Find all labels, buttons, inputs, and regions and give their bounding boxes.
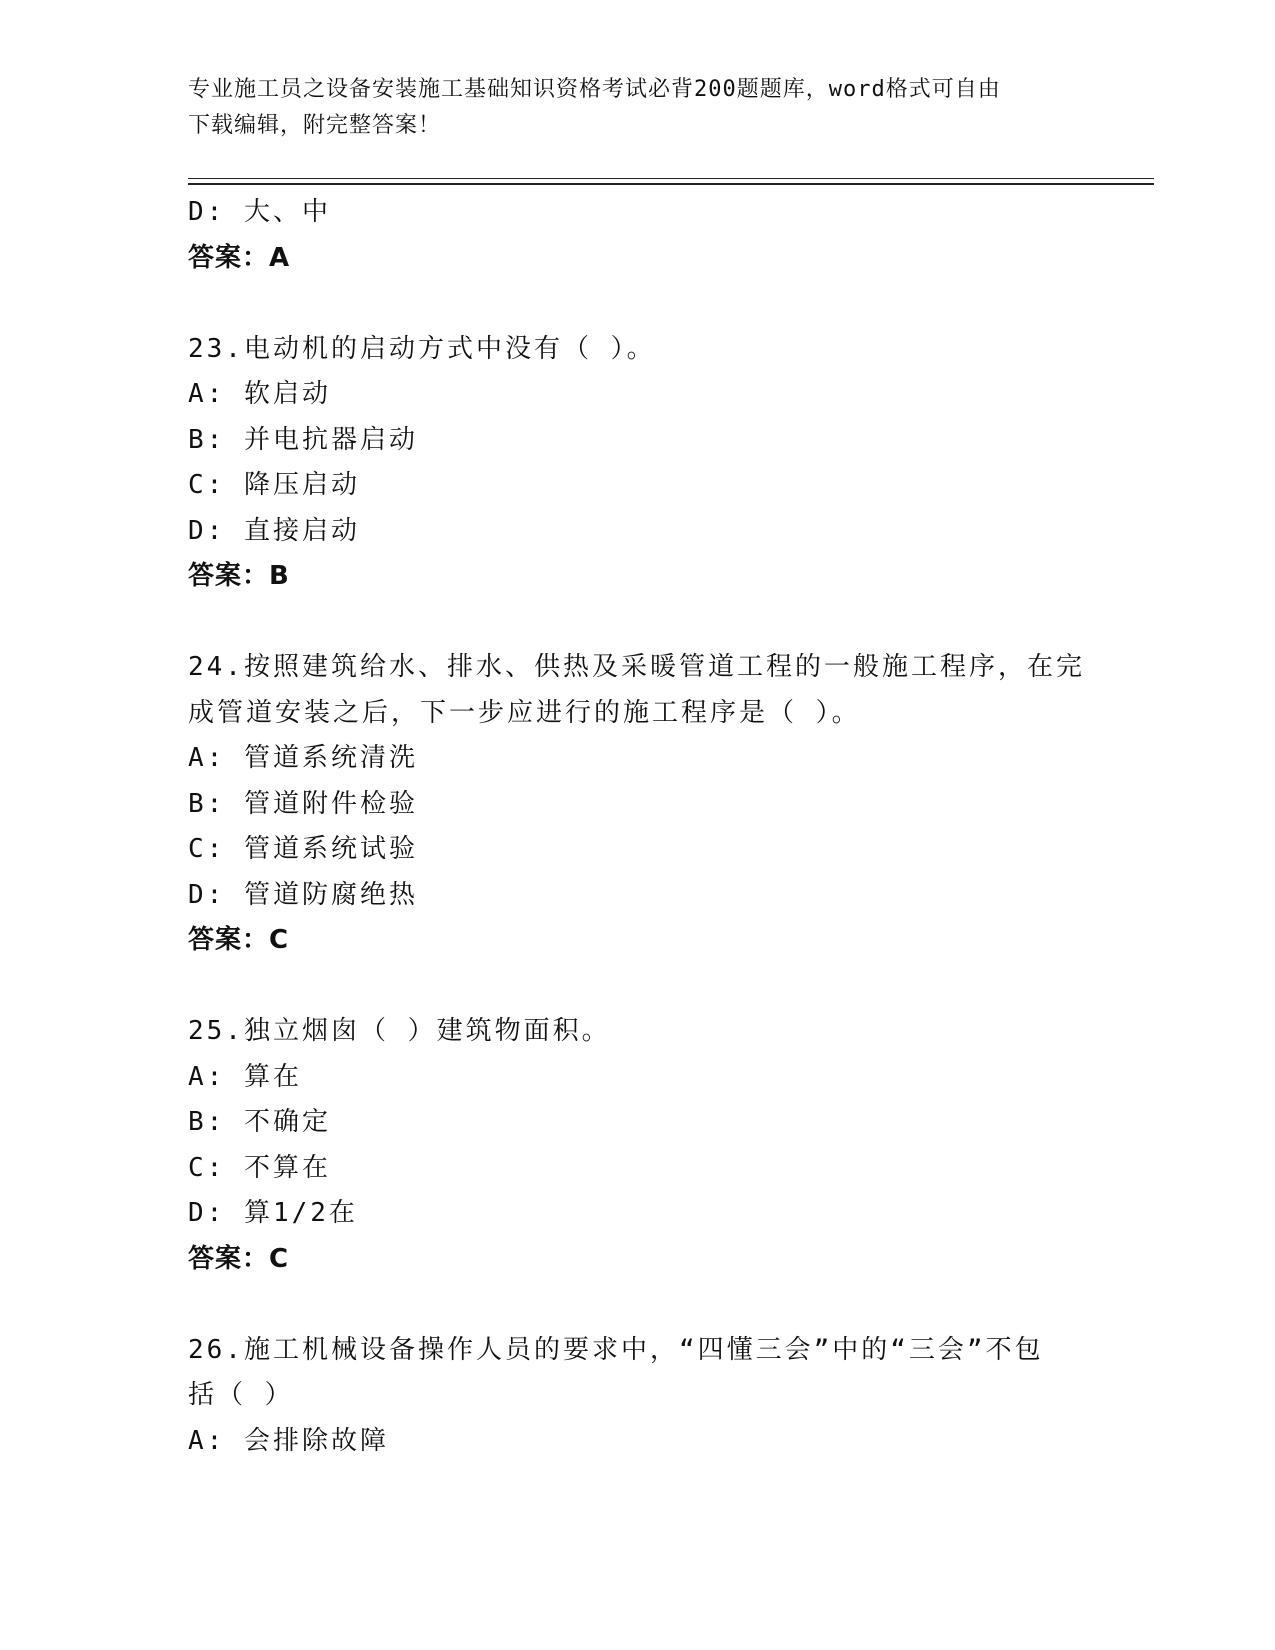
spacer (188, 1282, 1088, 1328)
option-a-q26: A: 会排除故障 (188, 1425, 389, 1456)
header-rule-thick (188, 183, 1154, 185)
option-a-q25: A: 算在 (188, 1061, 302, 1092)
spacer (188, 600, 1088, 646)
answer-q25: 答案：C (188, 1243, 290, 1274)
option-d-q23: D: 直接启动 (188, 515, 360, 546)
option-d-q22: D: 大、中 (188, 197, 331, 227)
question-26-line1: 26.施工机械设备操作人员的要求中，“四懂三会”中的“三会”不包 (188, 1334, 1044, 1365)
option-d-q24: D: 管道防腐绝热 (188, 879, 418, 910)
answer-q24: 答案：C (188, 925, 290, 955)
header-rule-thin (188, 178, 1154, 179)
spacer (188, 964, 1088, 1010)
option-d-q25: D: 算1/2在 (188, 1198, 358, 1228)
spacer (188, 281, 1088, 327)
option-b-q23: B: 并电抗器启动 (188, 424, 418, 455)
option-c-q23: C: 降压启动 (188, 470, 360, 500)
answer-q23: 答案：B (188, 561, 290, 591)
question-content (188, 190, 1088, 1464)
question-23: 23.电动机的启动方式中没有（ ）。 (188, 333, 656, 364)
answer-q22: 答案：A (188, 242, 291, 273)
option-c-q24: C: 管道系统试验 (188, 834, 418, 864)
question-25: 25.独立烟囱（ ）建筑物面积。 (188, 1016, 611, 1046)
question-24-line2: 成管道安装之后，下一步应进行的施工程序是（ ）。 (188, 697, 861, 728)
option-b-q25: B: 不确定 (188, 1107, 331, 1137)
option-a-q23: A: 软启动 (188, 379, 331, 409)
option-c-q25: C: 不算在 (188, 1152, 331, 1183)
option-a-q24: A: 管道系统清洗 (188, 743, 418, 773)
document-header: 专业施工员之设备安装施工基础知识资格考试必背200题题库，word格式可自由 下载编辑，附完整答案！ (188, 77, 1001, 138)
option-b-q24: B: 管道附件检验 (188, 788, 418, 819)
question-24-line1: 24.按照建筑给水、排水、供热及采暖管道工程的一般施工程序，在完 (188, 652, 1085, 682)
question-26-line2: 括（ ） (188, 1380, 294, 1410)
